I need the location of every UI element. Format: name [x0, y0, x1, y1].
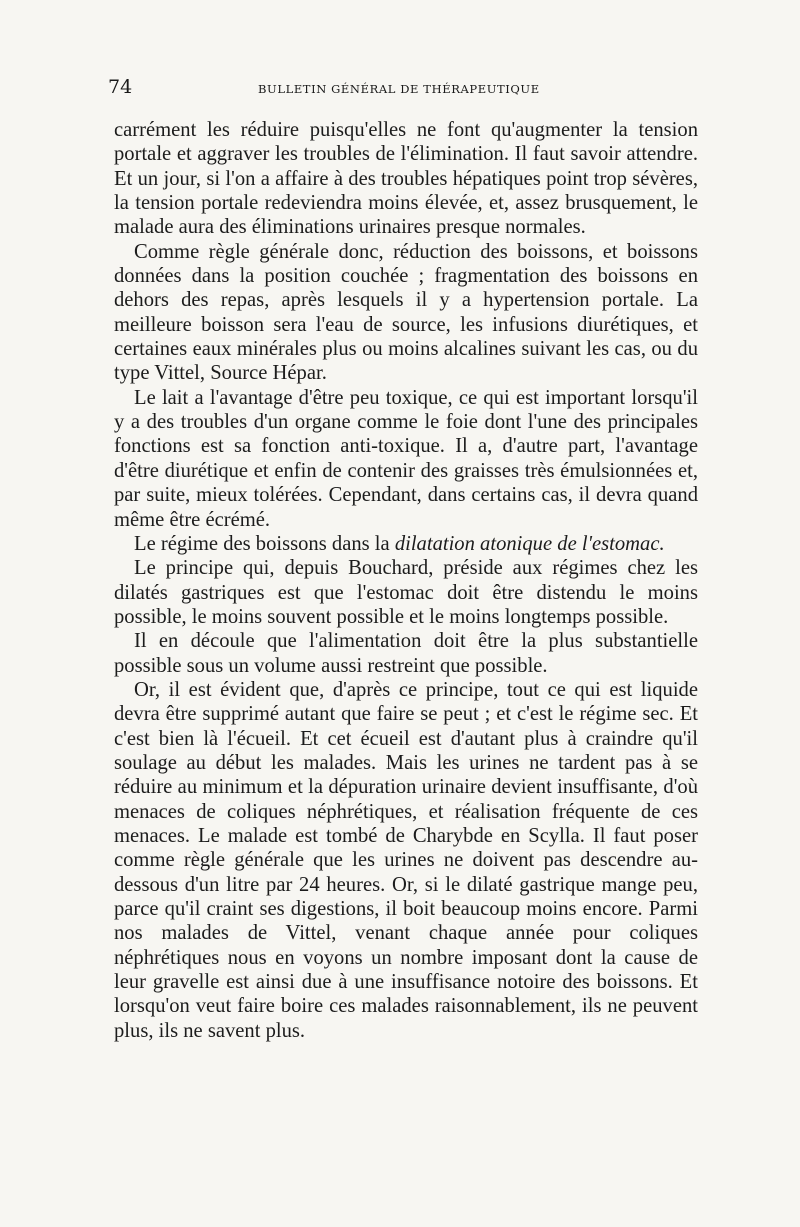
- paragraph: carrément les réduire puisqu'elles ne font qu'augmenter la tension portale et aggraver les troubles de l'élimination. Il faut savoir attendre. Et un jour, si l'on a affaire à des troubles hépatiques point trop sévères, la tension portale redeviendra moins élevée, et, assez brusquement, le malade aura des éliminations urinaires presque normales.: [114, 119, 698, 239]
- paragraph: Comme règle générale donc, réduction des boissons, et boissons données dans la position couchée ; fragmentation des boissons en dehors des repas, après lesquels il y a hypertension portale. La meilleure boisson sera l'eau de source, les infusions diurétiques, et certaines eaux minérales plus ou moins alcalines suivant les cas, ou du type Vittel, Source Hépar.: [114, 240, 698, 385]
- journal-title: BULLETIN GÉNÉRAL DE THÉRAPEUTIQUE: [258, 82, 540, 96]
- italic-topic: dilatation atonique de l'estomac.: [394, 532, 665, 555]
- paragraph: Il en découle que l'alimentation doit être la plus substantielle possible sous un volume aussi restreint que possible.: [114, 630, 698, 677]
- paragraph: Le principe qui, depuis Bouchard, préside aux régimes chez les dilatés gastriques est que l'estomac doit être distendu le moins possible, le moins souvent possible et le moins longtemps possible.: [114, 557, 698, 628]
- paragraph-lead-text: Le régime des boissons dans la: [134, 532, 395, 555]
- running-header: [108, 76, 700, 98]
- page-number: 74: [108, 76, 133, 98]
- body-text: [114, 118, 698, 1043]
- paragraph: Or, il est évident que, d'après ce principe, tout ce qui est liquide devra être supprimé autant que faire se peut ; et c'est le régime sec. Et c'est bien là l'écueil. Et cet écueil est d'autant plus à craindre qu'il soulage au début les malades. Mais les urines ne tardent pas à se réduire au minimum et la dépuration urinaire devient insuffisante, d'où menaces de coliques néphrétiques, et réalisation fréquente de ces menaces. Le malade est tombé de Charybde en Scylla. Il faut poser comme règle générale que les urines ne doivent pas descendre au-dessous d'un litre par 24 heures. Or, si le dilaté gastrique mange peu, parce qu'il craint ses digestions, il boit beaucoup moins encore. Parmi nos malades de Vittel, venant chaque année pour coliques néphrétiques nous en voyons un nombre imposant dont la cause de leur gravelle est ainsi due à une insuffisance notoire des boissons. Et lorsqu'on veut faire boire ces malades raisonnablement, ils ne peuvent plus, ils ne savent plus.: [114, 678, 698, 1042]
- section-heading-paragraph: [114, 532, 698, 556]
- paragraph: Le lait a l'avantage d'être peu toxique, ce qui est important lorsqu'il y a des troubles d'un organe comme le foie dont l'une des principales fonctions est sa fonction anti-toxique. Il a, d'autre part, l'avantage d'être diurétique et enfin de contenir des graisses très émulsionnées et, par suite, mieux tolérées. Cependant, dans certains cas, il devra quand même être écrémé.: [114, 386, 698, 531]
